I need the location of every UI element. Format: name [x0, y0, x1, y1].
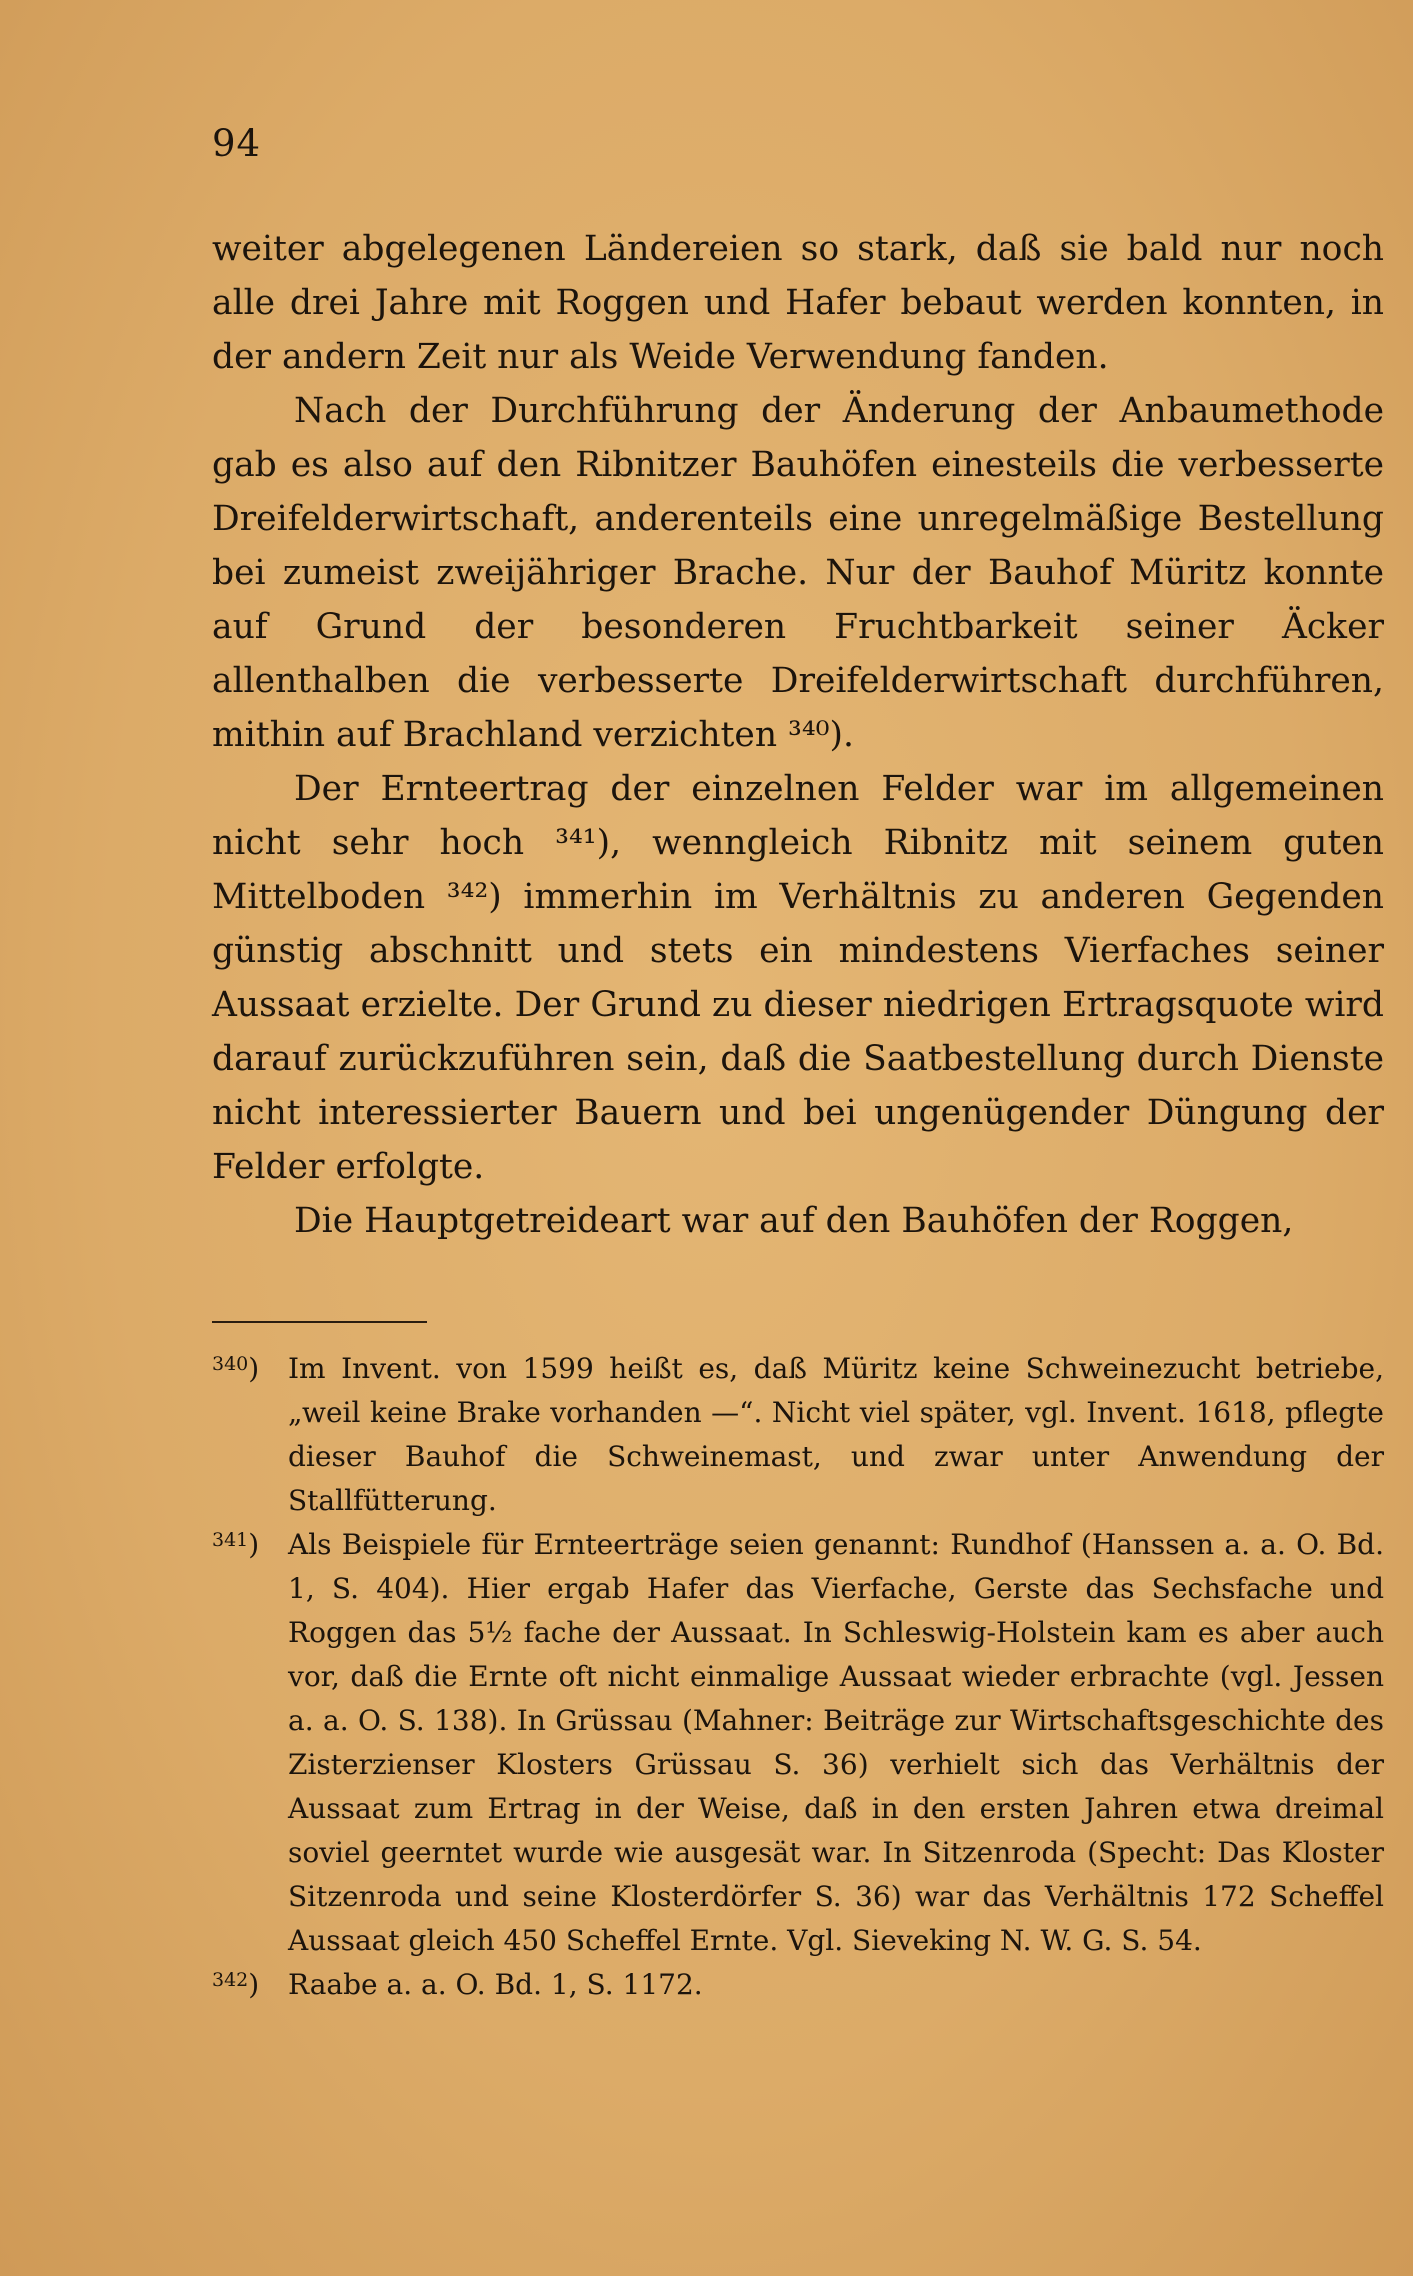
body-text [212, 222, 1384, 1248]
footnote-number: 340 [212, 1353, 249, 1375]
footnote-text: Als Beispiele für Ernteerträge seien genannt: Rundhof (Hanssen a. a. O. Bd. 1, S. 404). Hier ergab Hafer das Vierfache, Gerste das Sechsfache und Roggen das 5½ fache der Aussaat. In Schleswig-Holstein kam es aber auch vor, daß die Ernte oft nicht einmalige Aussaat wieder erbrachte (vgl. Jessen a. a. O. S. 138). In Grüssau (Mahner: Beiträge zur Wirtschaftsgeschichte des Zisterzienser Klosters Grüssau S. 36) verhielt sich das Verhältnis der Aussaat zum Ertrag in der Weise, daß in den ersten Jahren etwa dreimal soviel geerntet wurde wie ausgesät war. In Sitzenroda (Specht: Das Kloster Sitzenroda und seine Klosterdörfer S. 36) war das Verhältnis 172 Scheffel Aussaat gleich 450 Scheffel Ernte. Vgl. Sieveking N. W. G. S. 54. [288, 1528, 1384, 1957]
footnote-text: Im Invent. von 1599 heißt es, daß Müritz keine Schweinezucht betriebe, „weil keine Brake vorhanden —“. Nicht viel später, vgl. Invent. 1618, pflegte dieser Bauhof die Schweinemast, und zwar unter Anwendung der Stallfütterung. [288, 1352, 1384, 1517]
paragraph: Die Hauptgetreideart war auf den Bauhöfen der Roggen, [294, 1201, 1294, 1241]
footnote [212, 1963, 1384, 2007]
footnote [212, 1523, 1384, 1963]
footnote-mark: $^{342}$) [212, 1968, 260, 2001]
footnotes [212, 1347, 1384, 2007]
footnote [212, 1347, 1384, 1523]
footnote-divider [212, 1321, 427, 1323]
paragraph: Nach der Durchführung der Änderung der Anbaumethode gab es also auf den Ribnitzer Bauhöfen einesteils die verbesserte Dreifelderwirtschaft, anderenteils eine unregelmäßige Bestellung bei zumeist zweijähriger Brache. Nur der Bauhof Müritz konnte auf Grund der besonderen Fruchtbarkeit seiner Äcker allenthalben die verbesserte Dreifelderwirtschaft durchführen, mithin auf Brachland verzichten ³⁴⁰). [212, 391, 1384, 755]
paragraph: weiter abgelegenen Ländereien so stark, daß sie bald nur noch alle drei Jahre mit Roggen und Hafer bebaut werden konnten, in der andern Zeit nur als Weide Verwendung fanden. [212, 229, 1384, 377]
footnote-mark: $^{341}$) [212, 1528, 260, 1561]
footnote-mark: $^{340}$) [212, 1352, 260, 1385]
footnote-number: 341 [212, 1529, 249, 1551]
footnote-number: 342 [212, 1969, 249, 1991]
page-number: 94 [212, 122, 262, 165]
paragraph: Der Ernteertrag der einzelnen Felder war im allgemeinen nicht sehr hoch ³⁴¹), wenngleich Ribnitz mit seinem guten Mittelboden ³⁴²) immerhin im Verhältnis zu anderen Gegenden günstig abschnitt und stets ein mindestens Vierfaches seiner Aussaat erzielte. Der Grund zu dieser niedrigen Ertragsquote wird darauf zurückzuführen sein, daß die Saatbestellung durch Dienste nicht interessierter Bauern und bei ungenügender Düngung der Felder erfolgte. [212, 769, 1384, 1187]
footnote-text: Raabe a. a. O. Bd. 1, S. 1172. [288, 1968, 703, 2001]
